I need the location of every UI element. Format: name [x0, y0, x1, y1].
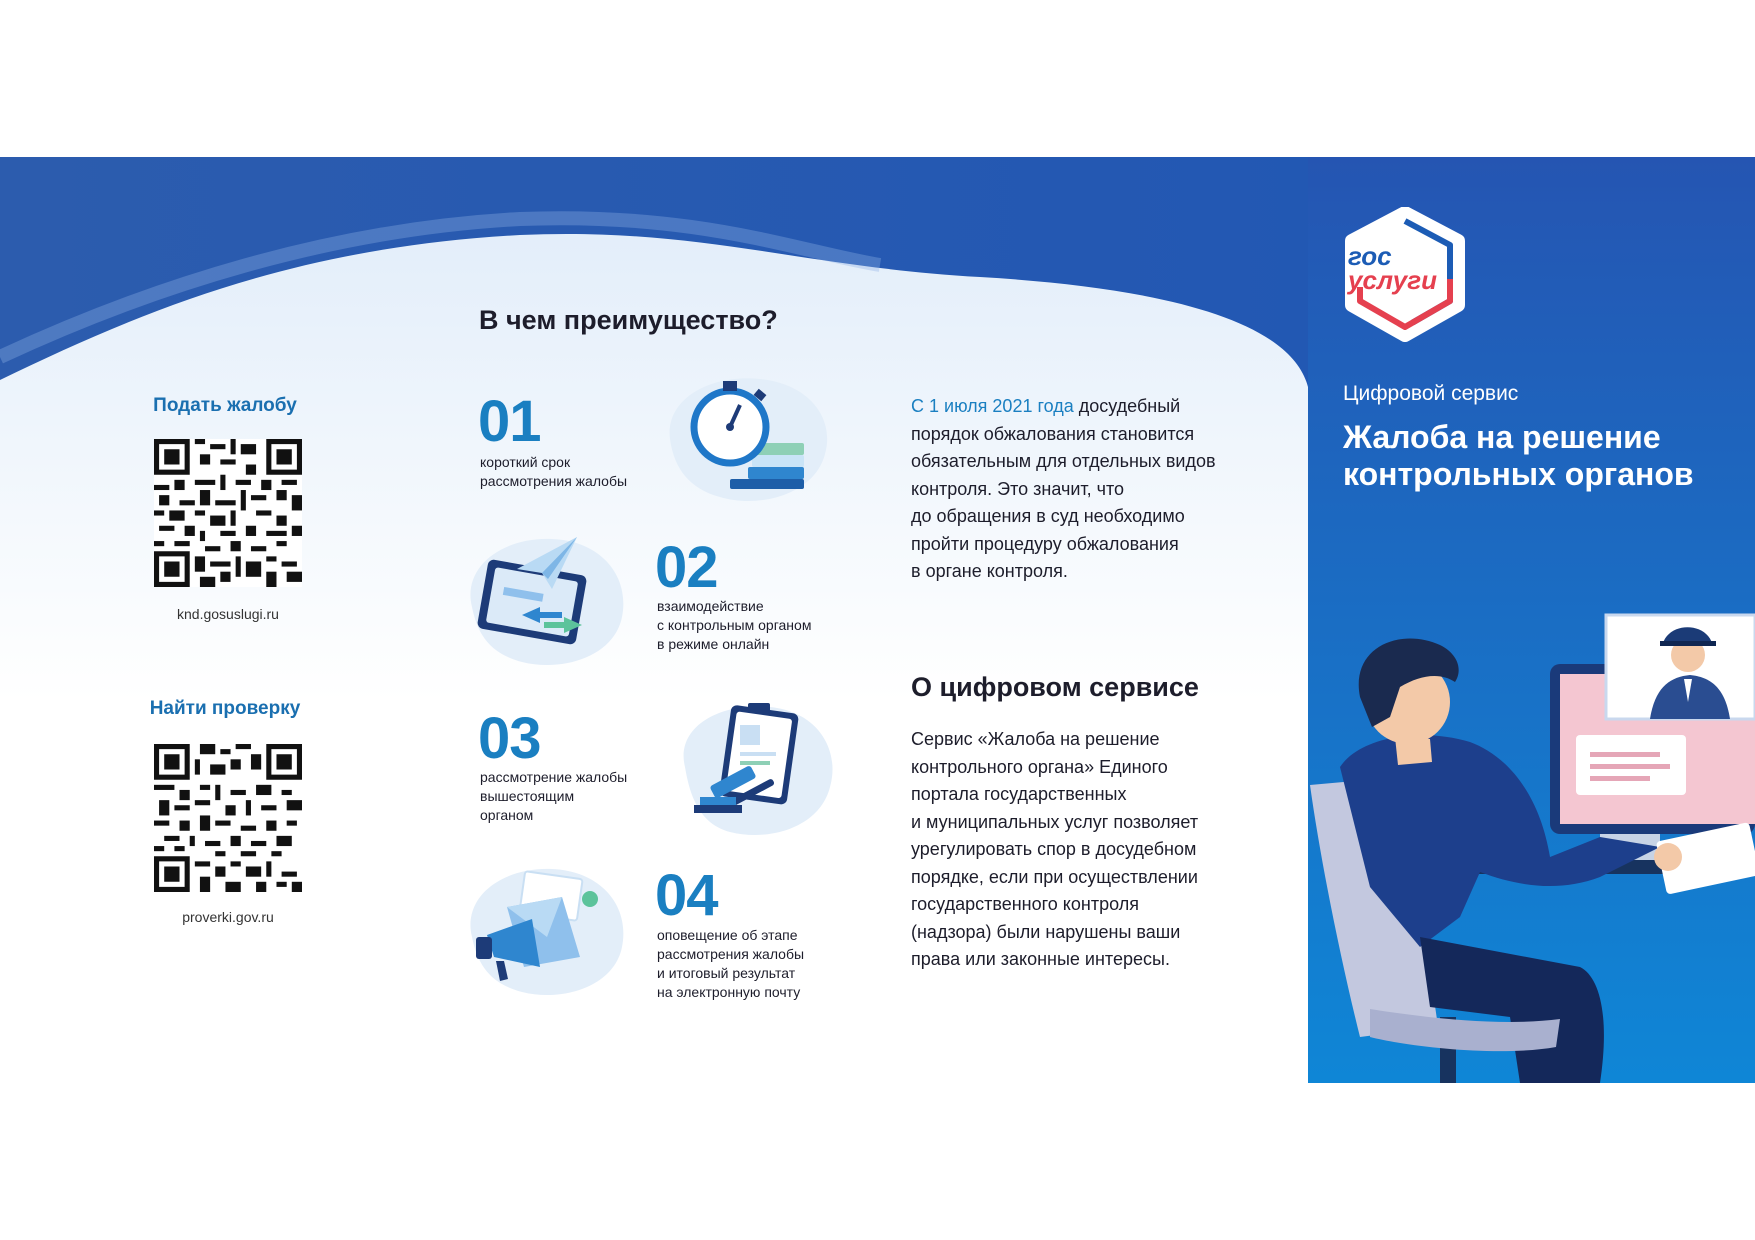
intro-line: порядок обжалования становится: [911, 423, 1195, 444]
qr-url-inspection[interactable]: proverki.gov.ru: [182, 909, 274, 925]
qr-url-complaint[interactable]: knd.gosuslugi.ru: [177, 606, 279, 622]
about-paragraph: [911, 726, 1271, 974]
about-line: урегулировать спор в досудебном: [911, 839, 1197, 859]
benefit-caption: [480, 768, 680, 825]
intro-line: контроля. Это значит, что: [911, 478, 1125, 499]
about-line: портала государственных: [911, 784, 1127, 804]
about-line: контрольного органа» Единого: [911, 756, 1168, 777]
intro-line: пройти процедуру обжалования: [911, 533, 1179, 554]
tablet-paper-plane-icon: [462, 527, 632, 672]
gosuslugi-logo: [1340, 207, 1470, 342]
benefit-caption-line: и итоговый результат: [657, 965, 796, 981]
qr-title-complaint: Подать жалобу: [153, 395, 297, 416]
intro-first-line: [911, 393, 1271, 421]
intro-line: в органе контроля.: [911, 561, 1068, 581]
benefit-number: 03: [478, 706, 541, 771]
about-title: О цифровом сервисе: [911, 672, 1199, 702]
benefit-caption-line: короткий срок: [480, 454, 571, 470]
benefit-number: 04: [655, 863, 718, 928]
benefit-caption-line: в режиме онлайн: [657, 636, 770, 652]
qr-code-complaint[interactable]: [154, 439, 302, 587]
qr-title-inspection: Найти проверку: [149, 698, 301, 719]
benefit-number: 02: [655, 535, 718, 600]
service-title-line: Жалоба на решение: [1343, 419, 1661, 455]
benefits-title: В чем преимущество?: [479, 305, 778, 335]
about-line: права или законные интересы.: [911, 949, 1170, 969]
about-line: государственного контроля: [911, 894, 1139, 914]
intro-line: до обращения в суд необходимо: [911, 506, 1185, 526]
intro-first-line-rest: досудебный: [1073, 396, 1181, 416]
benefit-caption-line: рассмотрения жалобы: [657, 946, 805, 962]
benefit-caption-line: взаимодействие: [657, 598, 764, 614]
stopwatch-folders-icon: [660, 369, 840, 509]
intro-line: обязательным для отдельных видов: [911, 451, 1216, 471]
intro-date-highlight: С 1 июля 2021 года: [911, 396, 1074, 416]
qr-code-inspection[interactable]: [154, 744, 302, 892]
about-line: и муниципальных услуг позволяет: [911, 811, 1199, 832]
benefit-number: 01: [478, 389, 541, 454]
logo-word-gos: гос: [1348, 241, 1392, 271]
service-title: [1343, 419, 1694, 493]
about-line: Сервис «Жалоба на решение: [911, 729, 1160, 749]
about-line: порядке, если при осуществлении: [911, 866, 1198, 887]
envelope-megaphone-icon: [462, 857, 632, 1002]
benefit-caption-line: с контрольным органом: [657, 617, 812, 633]
brochure: [0, 157, 1755, 1083]
benefit-caption-line: вышестоящим: [480, 788, 575, 804]
benefit-caption-line: рассмотрение жалобы: [480, 769, 628, 785]
about-line: (надзора) были нарушены ваши: [911, 921, 1181, 942]
intro-paragraph: [911, 393, 1271, 586]
clipboard-gavel-icon: [670, 697, 840, 842]
benefit-caption-line: органом: [480, 807, 534, 823]
benefit-caption: [657, 597, 857, 654]
benefit-caption-line: оповещение об этапе: [657, 927, 798, 943]
benefit-caption-line: рассмотрения жалобы: [480, 473, 628, 489]
benefit-caption-line: на электронную почту: [657, 984, 801, 1000]
benefit-caption: [480, 453, 680, 491]
service-label: Цифровой сервис: [1343, 382, 1519, 405]
service-title-line: контрольных органов: [1343, 456, 1694, 492]
logo-word-uslugi: услуги: [1348, 265, 1437, 295]
benefit-caption: [657, 926, 857, 1002]
